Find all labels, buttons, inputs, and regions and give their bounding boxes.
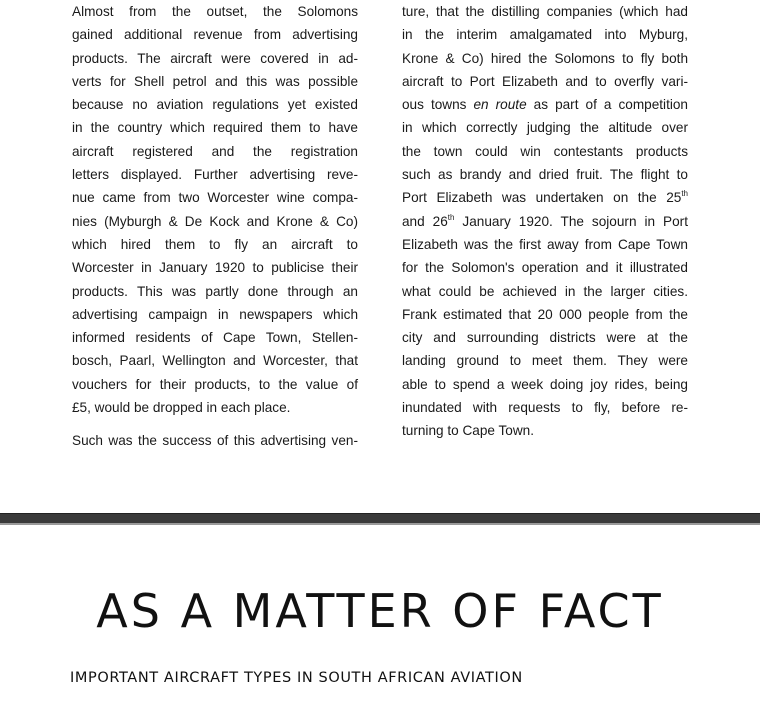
text-line: nies (Myburgh & De Kock and Krone & Co) — [72, 213, 358, 229]
text-line: such as brandy and dried fruit. The flight to — [402, 167, 688, 183]
text-line: turning to Cape Town. — [402, 423, 534, 439]
text-line: because no aviation regulations yet existed — [72, 97, 358, 113]
text-fragment: as part of a competition — [526, 97, 688, 113]
text-line: verts for Shell petrol and this was possible — [72, 73, 358, 89]
text-line: Krone & Co) hired the Solomons to fly both — [402, 50, 688, 66]
section-subheading: IMPORTANT AIRCRAFT TYPES IN SOUTH AFRICAN AVIATION — [70, 670, 523, 686]
text-line: Frank estimated that 20 000 people from the — [402, 306, 688, 322]
text-line: in the interim amalgamated into Myburg, — [402, 27, 688, 43]
page-divider — [0, 513, 760, 525]
text-line: gained additional revenue from advertising — [72, 27, 358, 43]
text-line: nue came from two Worcester wine compa- — [72, 190, 358, 206]
superscript: th — [681, 189, 688, 199]
text-line: vouchers for their products, to the value of — [72, 376, 358, 392]
text-line — [402, 93, 688, 116]
text-line: Elizabeth was the first away from Cape Town — [402, 236, 688, 252]
text-line: aircraft to Port Elizabeth and to overfly vari- — [402, 73, 688, 89]
italic-fragment: en route — [473, 97, 527, 113]
text-line: landing ground to meet them. They were — [402, 353, 688, 369]
text-line: bosch, Paarl, Wellington and Worcester, that — [72, 353, 358, 369]
text-line: for the Solomon's operation and it illustrated — [402, 260, 688, 276]
text-line: products. This was partly done through an — [72, 283, 358, 299]
right-column — [402, 0, 688, 443]
text-line: £5, would be dropped in each place. — [72, 400, 291, 416]
text-fragment: Port Elizabeth was undertaken on the 25 — [402, 190, 682, 206]
text-line — [402, 186, 688, 209]
text-fragment: ous towns — [402, 97, 474, 113]
text-line: informed residents of Cape Town, Stellen- — [72, 330, 358, 346]
text-fragment: January 1920. The sojourn in Port — [454, 213, 688, 229]
text-line: ture, that the distilling companies (which had — [402, 4, 688, 19]
text-line: Worcester in January 1920 to publicise their — [72, 260, 358, 276]
text-line: Almost from the outset, the Solomons — [72, 4, 358, 19]
text-line: which hired them to fly an aircraft to — [72, 236, 358, 252]
left-column — [72, 0, 358, 453]
text-line: what could be achieved in the larger cities. — [402, 283, 688, 299]
text-line: able to spend a week doing joy rides, being — [402, 376, 688, 392]
text-line: in the country which required them to have — [72, 120, 358, 136]
text-fragment: and 26 — [402, 213, 448, 229]
text-line: city and surrounding districts were at the — [402, 330, 688, 346]
text-line: Such was the success of this advertising ven- — [72, 433, 358, 449]
text-line: letters displayed. Further advertising reve- — [72, 167, 358, 183]
text-line: advertising campaign in newspapers which — [72, 306, 358, 322]
text-line: the town could win contestants products — [402, 143, 688, 159]
text-line: products. The aircraft were covered in ad- — [72, 50, 358, 66]
section-heading: AS A MATTER OF FACT — [96, 584, 664, 638]
text-line — [402, 210, 688, 233]
text-line: in which correctly judging the altitude over — [402, 120, 688, 136]
superscript: th — [447, 212, 455, 222]
text-line: inundated with requests to fly, before re- — [402, 400, 688, 416]
text-line: aircraft registered and the registration — [72, 143, 358, 159]
